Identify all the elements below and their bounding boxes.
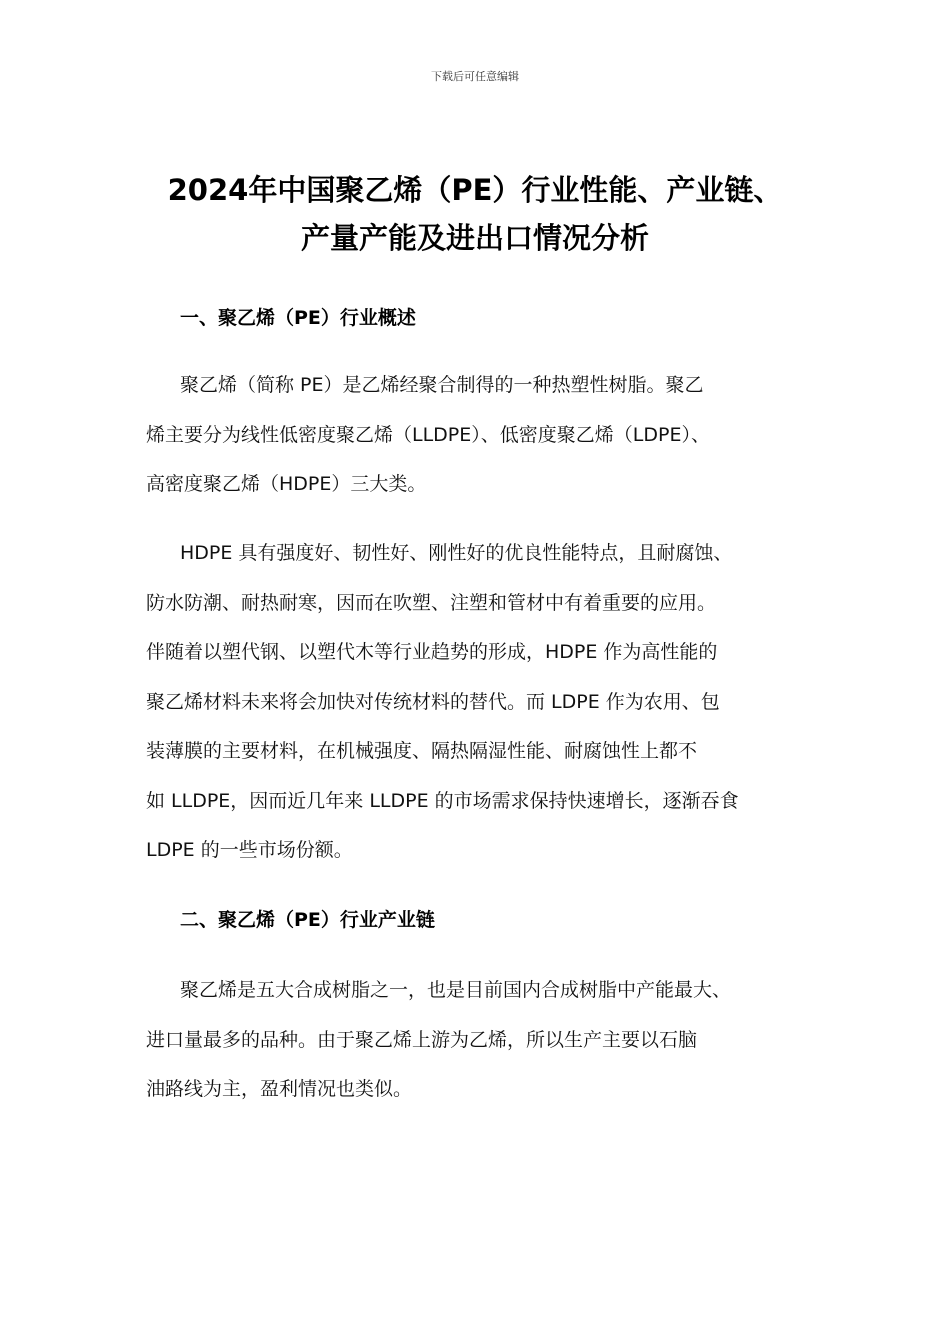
paragraph-line: 装薄膜的主要材料，在机械强度、隔热隔湿性能、耐腐蚀性上都不 (146, 740, 698, 762)
paragraph-line: 高密度聚乙烯（HDPE）三大类。 (146, 473, 427, 495)
paragraph-line: 油路线为主，盈利情况也类似。 (146, 1078, 413, 1100)
section-heading-industry-chain: 二、聚乙烯（PE）行业产业链 (180, 909, 435, 931)
paragraph-line: HDPE 具有强度好、韧性好、刚性好的优良性能特点，且耐腐蚀、 (180, 542, 733, 564)
paragraph-line: 伴随着以塑代钢、以塑代木等行业趋势的形成，HDPE 作为高性能的 (146, 641, 718, 663)
paragraph-hdpe-properties (146, 529, 812, 876)
paragraph-line: 聚乙烯材料未来将会加快对传统材料的替代。而 LDPE 作为农用、包 (146, 690, 720, 713)
section-heading-overview: 一、聚乙烯（PE）行业概述 (180, 307, 416, 329)
paragraph-line: 聚乙烯是五大合成树脂之一，也是目前国内合成树脂中产能最大、 (180, 979, 732, 1001)
page-header-note: 下载后可任意编辑 (431, 70, 519, 83)
paragraph-line: 防水防潮、耐热耐寒，因而在吹塑、注塑和管材中有着重要的应用。 (146, 591, 717, 614)
paragraph-pe-definition (146, 361, 812, 510)
paragraph-industry-chain (146, 966, 812, 1115)
title-line: 2024年中国聚乙烯（PE）行业性能、产业链、 (167, 173, 783, 207)
paragraph-line: 烯主要分为线性低密度聚乙烯（LLDPE）、低密度聚乙烯（LDPE）、 (146, 423, 710, 446)
title-line: 产量产能及进出口情况分析 (300, 221, 649, 255)
paragraph-line: LDPE 的一些市场份额。 (146, 839, 353, 861)
document-title (120, 166, 830, 262)
paragraph-line: 如 LLDPE，因而近几年来 LLDPE 的市场需求保持快速增长，逐渐吞食 (146, 789, 739, 812)
paragraph-line: 聚乙烯（简称 PE）是乙烯经聚合制得的一种热塑性树脂。聚乙 (180, 374, 704, 396)
paragraph-line: 进口量最多的品种。由于聚乙烯上游为乙烯，所以生产主要以石脑 (146, 1028, 698, 1051)
